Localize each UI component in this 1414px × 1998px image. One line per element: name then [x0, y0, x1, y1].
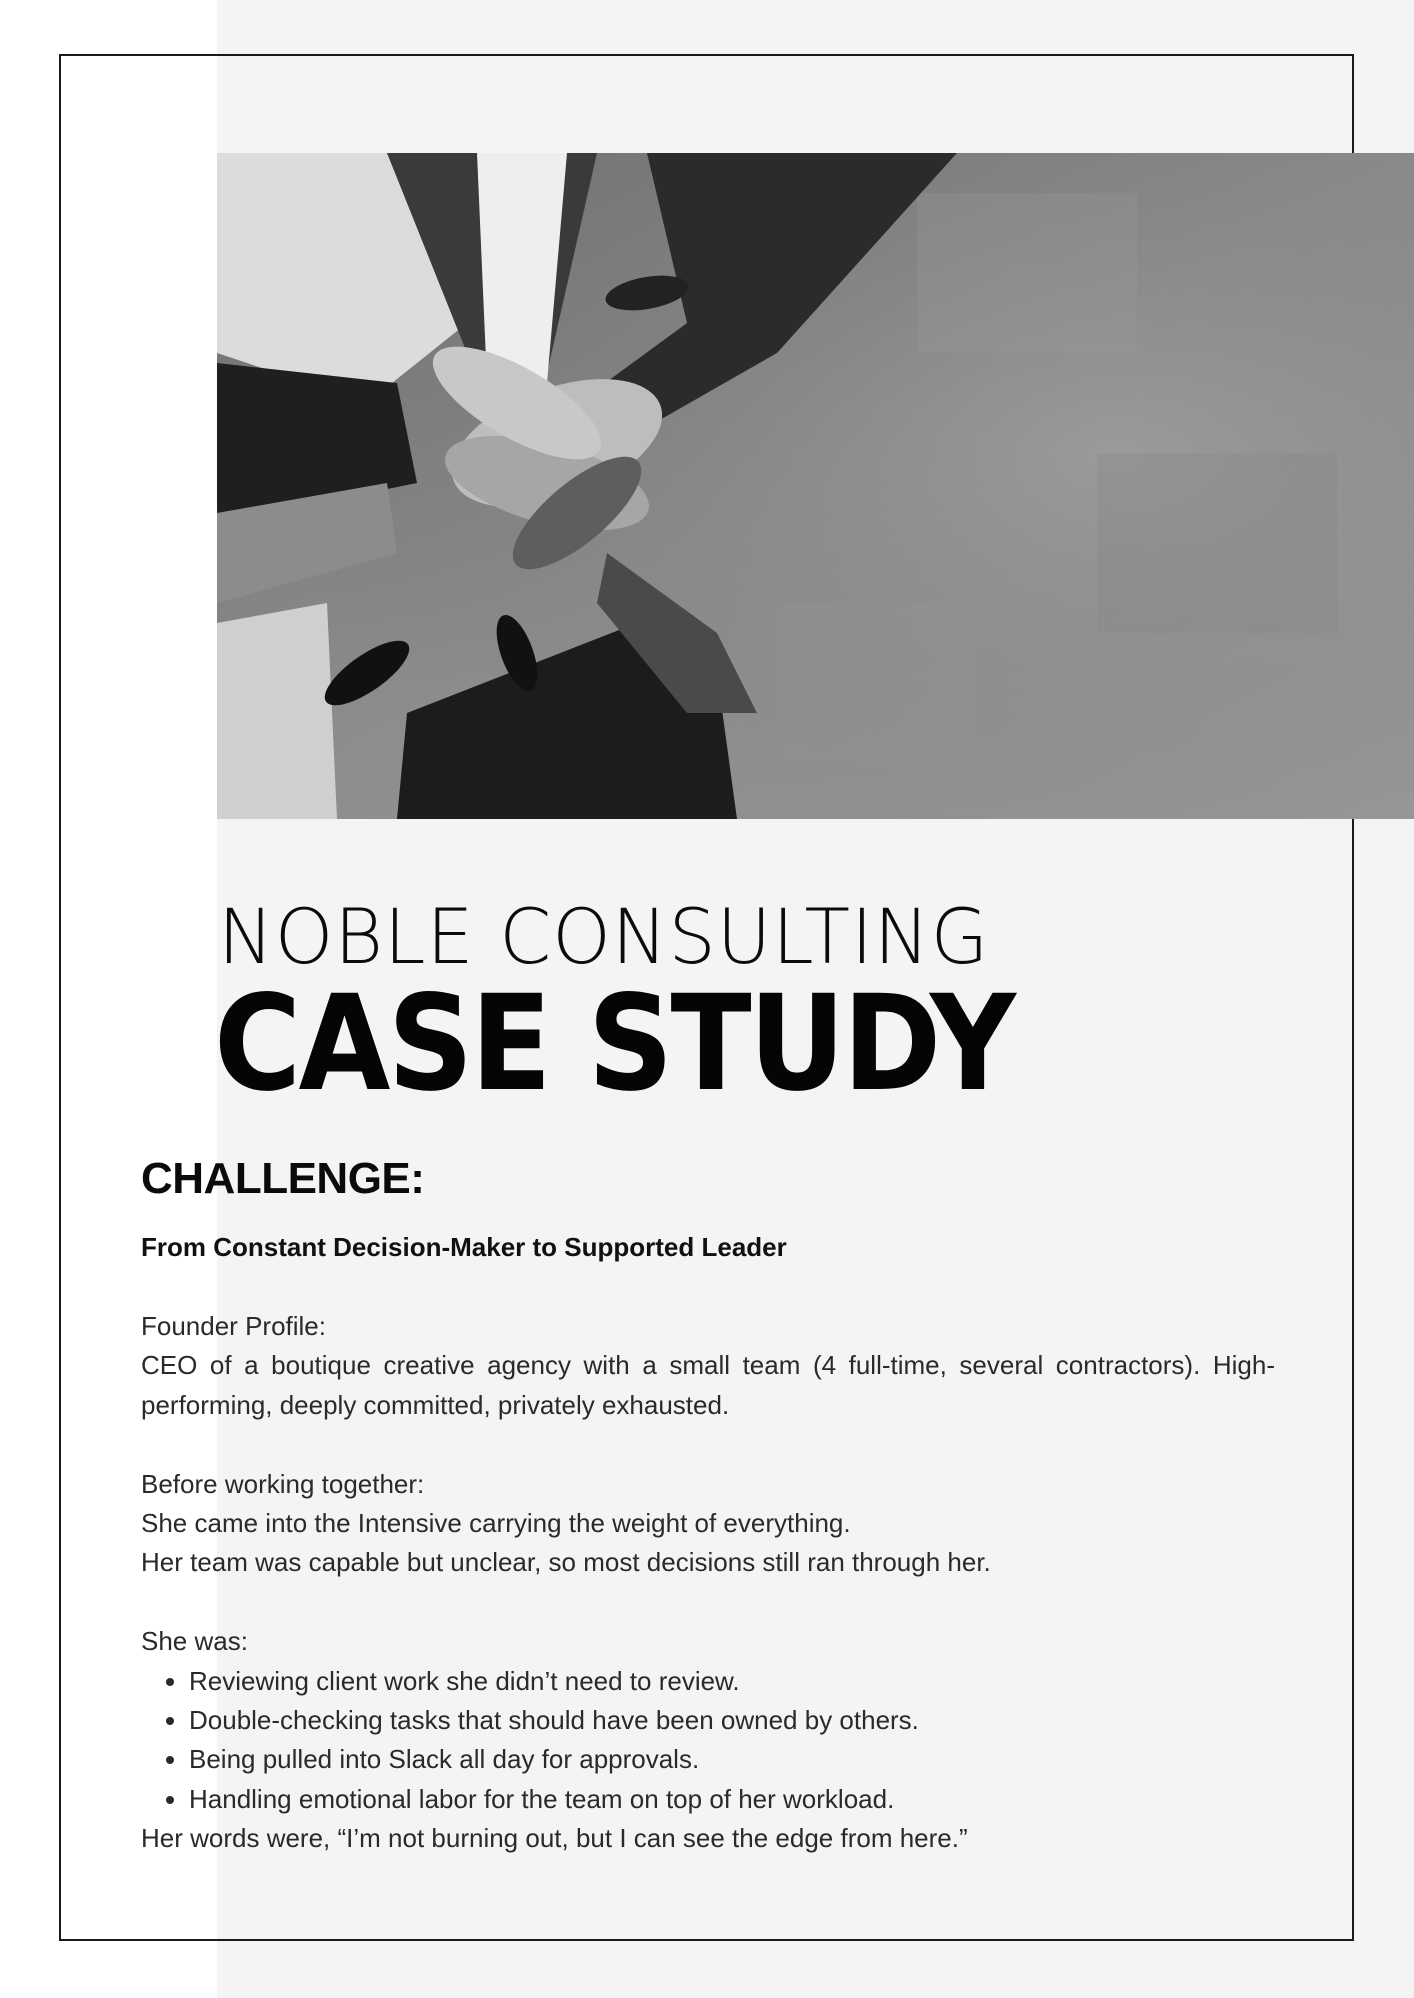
case-study-body: [141, 1307, 1275, 1859]
paragraph-spacer: [141, 1583, 1275, 1622]
before-line-1: She came into the Intensive carrying the weight of everything.: [141, 1508, 851, 1539]
document-title: CASE STUDY: [214, 967, 1014, 1121]
list-item: • Handling emotional labor for the team on top of her workload.: [189, 1780, 1275, 1819]
she-was-list: [141, 1662, 1275, 1820]
she-was-label: She was:: [141, 1626, 248, 1657]
founder-profile-text: CEO of a boutique creative agency with a small team (4 full-time, several contractors). High-performing, deeply committed, privately exhausted.: [141, 1350, 1275, 1420]
team-hands-photo: [217, 153, 1414, 819]
list-item: • Double-checking tasks that should have been owned by others.: [189, 1701, 1275, 1740]
list-item: • Reviewing client work she didn’t need to review.: [189, 1662, 1275, 1701]
paragraph-spacer: [141, 1425, 1275, 1464]
founder-profile-label: Founder Profile:: [141, 1311, 326, 1341]
before-label: Before working together:: [141, 1468, 425, 1499]
list-item: • Being pulled into Slack all day for approvals.: [189, 1740, 1275, 1779]
before-line-2: Her team was capable but unclear, so most decisions still ran through her.: [141, 1547, 991, 1578]
founder-quote: Her words were, “I’m not burning out, but I can see the edge from here.”: [141, 1823, 968, 1854]
challenge-heading: CHALLENGE:: [141, 1154, 425, 1203]
challenge-subheading: From Constant Decision-Maker to Supported Leader: [141, 1232, 787, 1262]
brand-name: NOBLE CONSULTING: [218, 892, 990, 981]
